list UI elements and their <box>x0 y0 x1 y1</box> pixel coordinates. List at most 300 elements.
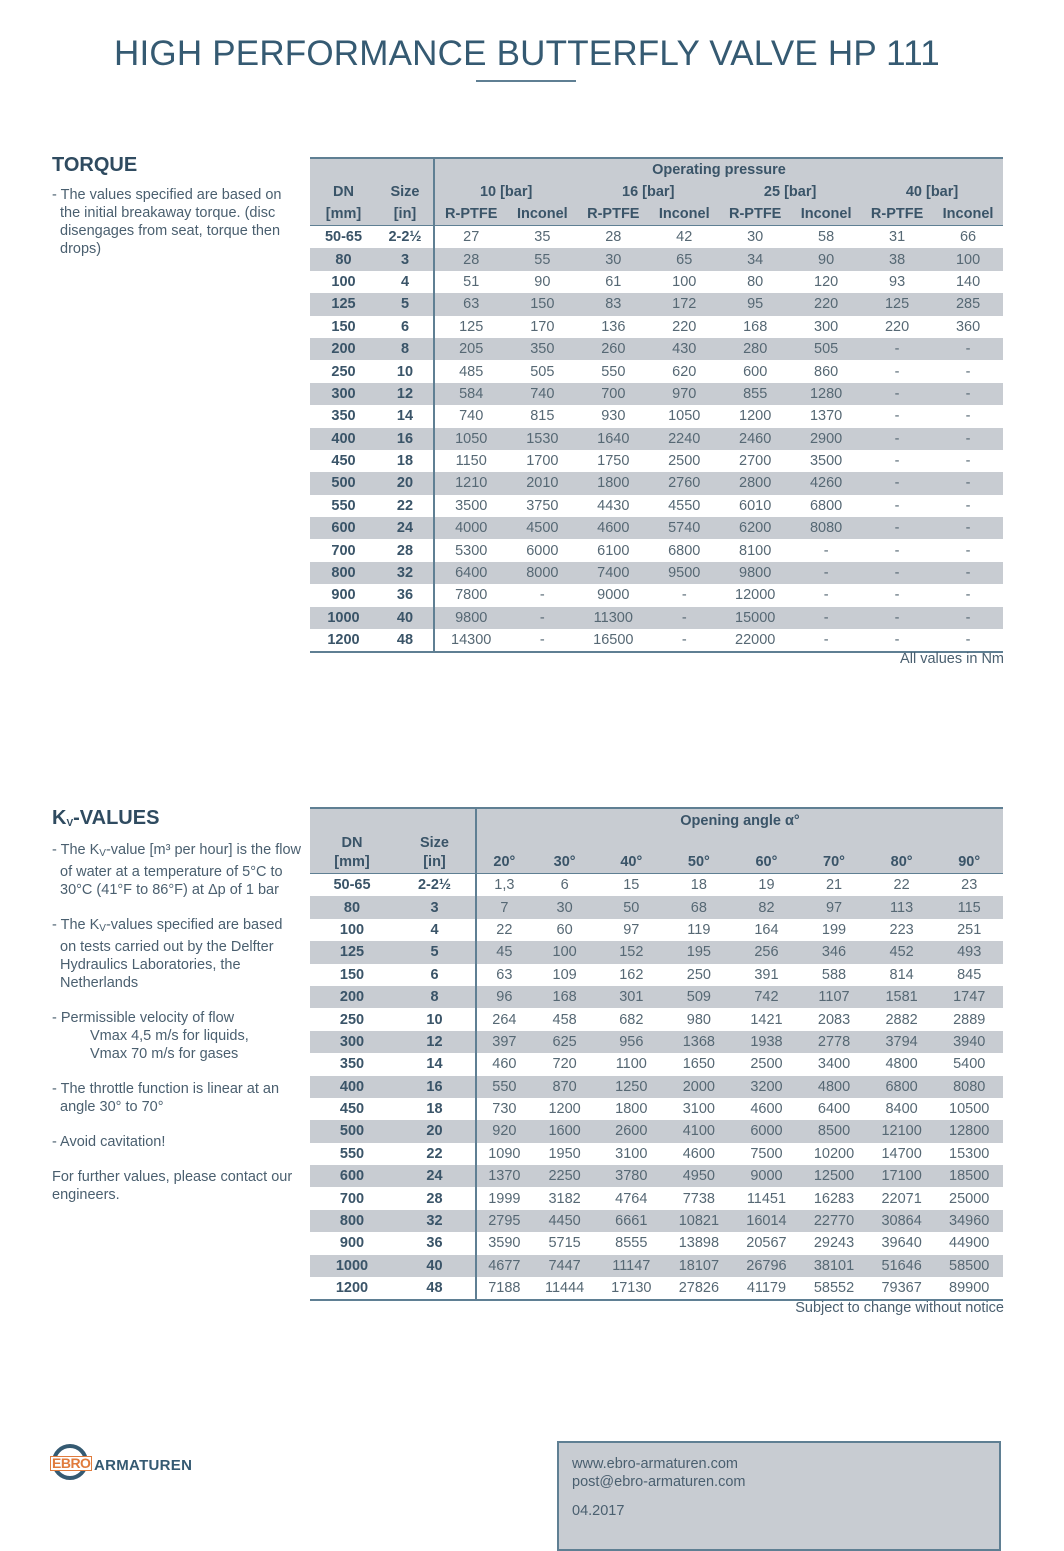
value-cell: 1200 <box>548 1101 581 1118</box>
value-cell: 30 <box>577 248 649 270</box>
value-cell: - <box>861 517 933 539</box>
value-cell: 550 <box>476 1076 532 1098</box>
value-cell: 860 <box>814 363 839 380</box>
value-cell: 2083 <box>817 1011 851 1028</box>
dn-cell: 400 <box>310 1076 394 1098</box>
size-cell: 10 <box>426 1011 443 1028</box>
kv-note-cavitation: - Avoid cavitation! <box>52 1134 166 1150</box>
kv-table-row <box>310 941 1003 963</box>
torque-material-header: R-PTFE <box>719 203 791 226</box>
value-cell: 18500 <box>935 1165 1003 1187</box>
value-cell: 60 <box>556 921 573 938</box>
torque-table <box>310 157 1003 653</box>
value-cell: 21 <box>825 877 843 894</box>
value-cell: 1280 <box>791 383 861 405</box>
value-cell: 5740 <box>649 517 719 539</box>
dn-cell: 80 <box>310 248 377 270</box>
value-cell: 11147 <box>598 1255 666 1277</box>
value-cell: 2500 <box>668 453 701 470</box>
value-cell: 870 <box>532 1076 598 1098</box>
ebro-armaturen-logo <box>50 1444 250 1486</box>
value-cell: 14700 <box>881 1145 922 1162</box>
dn-cell: 125 <box>310 293 377 315</box>
kv-table <box>310 807 1003 1301</box>
size-cell: 36 <box>396 587 414 604</box>
value-cell: 51 <box>434 271 507 293</box>
value-cell: 89900 <box>935 1277 1003 1300</box>
size-cell: 5 <box>394 941 476 963</box>
kv-angle-header: 90° <box>935 851 1003 874</box>
value-cell: 16014 <box>733 1210 801 1232</box>
value-cell: 10500 <box>949 1101 990 1118</box>
value-cell: 2800 <box>719 472 791 494</box>
dn-cell: 400 <box>310 428 377 450</box>
value-cell: 93 <box>889 273 906 290</box>
value-cell: 90 <box>791 248 861 270</box>
torque-heading: TORQUE <box>52 154 138 176</box>
value-cell: 18 <box>690 877 707 894</box>
dn-cell: 200 <box>310 338 377 360</box>
dn-cell: 600 <box>310 1165 394 1187</box>
kv-angle-header: 80° <box>868 851 936 874</box>
torque-col-dn: DN <box>310 181 377 203</box>
value-cell: 4550 <box>668 497 701 514</box>
value-cell: 220 <box>791 293 861 315</box>
dn-cell: 1000 <box>310 1255 394 1277</box>
value-cell: 31 <box>889 229 906 246</box>
size-cell: 18 <box>396 453 414 470</box>
torque-material-header: Inconel <box>791 203 861 226</box>
value-cell: 814 <box>889 966 914 983</box>
torque-table-row <box>310 584 1003 606</box>
value-cell: - <box>933 338 1003 360</box>
value-cell: 28 <box>434 248 507 270</box>
kv-table-row <box>310 1143 1003 1165</box>
value-cell: 42 <box>676 229 693 246</box>
issue-date: 04.2017 <box>572 1503 625 1519</box>
value-cell: 2900 <box>791 428 861 450</box>
torque-material-header: Inconel <box>649 203 719 226</box>
value-cell: - <box>965 453 971 470</box>
value-cell: 100 <box>532 941 598 963</box>
value-cell: 815 <box>530 408 555 425</box>
value-cell: 4500 <box>507 517 577 539</box>
size-cell: 14 <box>426 1056 443 1073</box>
size-cell: 4 <box>430 921 439 938</box>
size-cell: 16 <box>377 428 434 450</box>
value-cell: 8080 <box>791 517 861 539</box>
dn-cell: 800 <box>310 562 377 584</box>
value-cell: - <box>933 428 1003 450</box>
size-cell: 32 <box>377 562 434 584</box>
value-cell: 285 <box>933 293 1003 315</box>
value-cell: 38101 <box>800 1255 868 1277</box>
value-cell: 6100 <box>597 542 630 559</box>
value-cell: 12500 <box>800 1165 868 1187</box>
value-cell: 119 <box>687 921 711 938</box>
size-cell: 28 <box>426 1190 443 1207</box>
value-cell: 740 <box>434 405 507 427</box>
value-cell: 63 <box>434 293 507 315</box>
torque-table-row <box>310 629 1003 652</box>
value-cell: 14300 <box>434 629 507 652</box>
torque-table-row <box>310 405 1003 427</box>
value-cell: - <box>894 453 900 470</box>
value-cell: 4600 <box>577 517 649 539</box>
value-cell: 83 <box>577 293 649 315</box>
kv-table-row <box>310 964 1003 986</box>
value-cell: 584 <box>434 383 507 405</box>
value-cell: 8500 <box>800 1120 868 1142</box>
value-cell: 22071 <box>881 1190 922 1207</box>
value-cell: 1107 <box>800 986 868 1008</box>
value-cell: 63 <box>476 964 532 986</box>
value-cell: 625 <box>532 1031 598 1053</box>
value-cell: 113 <box>868 896 936 918</box>
value-cell: 11300 <box>577 607 649 629</box>
value-cell: 845 <box>957 966 982 983</box>
value-cell: 30864 <box>868 1210 936 1232</box>
kv-table-row <box>310 896 1003 918</box>
value-cell: 4600 <box>682 1145 715 1162</box>
value-cell: - <box>791 629 861 652</box>
value-cell: 19 <box>758 877 775 894</box>
kv-angle-header: 70° <box>800 851 868 874</box>
value-cell: - <box>823 587 829 604</box>
value-cell: 6661 <box>598 1210 666 1232</box>
value-cell: 58500 <box>935 1255 1003 1277</box>
value-cell: 109 <box>552 966 577 983</box>
value-cell: - <box>933 517 1003 539</box>
value-cell: 930 <box>601 408 626 425</box>
dn-cell: 150 <box>339 966 365 983</box>
value-cell: 3400 <box>817 1056 851 1073</box>
size-cell: 20 <box>377 472 434 494</box>
value-cell: 4800 <box>800 1076 868 1098</box>
dn-cell: 550 <box>339 1145 365 1162</box>
value-cell: - <box>933 383 1003 405</box>
value-cell: 170 <box>530 318 555 335</box>
logo-armaturen-text: ARMATUREN <box>94 1457 193 1474</box>
website-link[interactable]: www.ebro-armaturen.com <box>572 1456 738 1472</box>
size-cell: 20 <box>394 1120 476 1142</box>
value-cell: 4100 <box>665 1120 733 1142</box>
kv-col-size: Size <box>394 808 476 851</box>
dn-cell: 350 <box>331 408 356 425</box>
value-cell: 7447 <box>532 1255 598 1277</box>
value-cell: 8555 <box>615 1235 648 1252</box>
value-cell: 23 <box>961 877 978 894</box>
value-cell: 3500 <box>434 495 507 517</box>
value-cell: 9000 <box>597 587 630 604</box>
value-cell: 730 <box>476 1098 532 1120</box>
value-cell: 6800 <box>809 497 843 514</box>
torque-notes <box>52 186 302 275</box>
value-cell: 1250 <box>598 1076 666 1098</box>
value-cell: 1210 <box>434 472 507 494</box>
size-cell: 18 <box>426 1101 443 1118</box>
value-cell: 61 <box>605 273 622 290</box>
size-cell: 12 <box>377 383 434 405</box>
value-cell: 2010 <box>507 472 577 494</box>
value-cell: 1050 <box>668 408 701 425</box>
value-cell: - <box>894 363 900 380</box>
dn-cell: 125 <box>310 941 394 963</box>
value-cell: 220 <box>672 318 697 335</box>
value-cell: 6400 <box>817 1101 851 1118</box>
email-link[interactable]: post@ebro-armaturen.com <box>572 1474 746 1490</box>
value-cell: 1090 <box>476 1143 532 1165</box>
value-cell: 9500 <box>649 562 719 584</box>
dn-cell: 900 <box>339 1235 365 1252</box>
size-cell: 48 <box>394 1277 476 1300</box>
value-cell: 1650 <box>682 1056 715 1073</box>
value-cell: 250 <box>686 966 711 983</box>
value-cell: 505 <box>530 363 555 380</box>
value-cell: - <box>933 562 1003 584</box>
value-cell: - <box>894 408 900 425</box>
value-cell: 7800 <box>434 584 507 606</box>
kv-note-tests <box>52 916 302 992</box>
value-cell: 82 <box>733 896 801 918</box>
torque-header-spacer <box>310 158 377 181</box>
value-cell: 12800 <box>935 1120 1003 1142</box>
value-cell: 256 <box>733 941 801 963</box>
dn-cell: 50-65 <box>333 877 371 894</box>
value-cell: 300 <box>814 318 839 335</box>
value-cell: 588 <box>821 966 847 983</box>
torque-footnote: All values in Nm <box>900 651 1004 667</box>
value-cell: 6 <box>560 877 569 894</box>
value-cell: 6000 <box>526 542 559 559</box>
value-cell: 2760 <box>649 472 719 494</box>
value-cell: 26796 <box>733 1255 801 1277</box>
kv-angle-header: 20° <box>476 851 532 874</box>
value-cell: 1800 <box>615 1101 648 1118</box>
value-cell: 2700 <box>739 453 772 470</box>
value-cell: 5715 <box>548 1235 581 1252</box>
value-cell: 97 <box>623 921 640 938</box>
dn-cell: 1200 <box>310 629 377 652</box>
kv-col-dn-unit: [mm] <box>310 851 394 874</box>
kv-table-row <box>310 1232 1003 1254</box>
torque-table-row <box>310 607 1003 629</box>
dn-cell: 1200 <box>310 1277 394 1300</box>
torque-table-row <box>310 428 1003 450</box>
torque-table-row <box>310 271 1003 293</box>
torque-group-header: Operating pressure <box>434 158 1003 181</box>
torque-table-row <box>310 539 1003 561</box>
value-cell: 700 <box>577 383 649 405</box>
value-cell: 13898 <box>678 1235 720 1252</box>
value-cell: 205 <box>434 338 507 360</box>
logo-ebro-text: EBRO <box>52 1455 91 1471</box>
value-cell: 30 <box>747 229 764 246</box>
value-cell: 8000 <box>507 562 577 584</box>
kv-table-row <box>310 1031 1003 1053</box>
dn-cell: 300 <box>310 1031 394 1053</box>
value-cell: 4800 <box>885 1056 918 1073</box>
torque-table-row <box>310 383 1003 405</box>
dn-cell: 1000 <box>310 607 377 629</box>
value-cell: - <box>861 472 933 494</box>
size-cell: 6 <box>430 966 439 983</box>
value-cell: 58 <box>818 229 835 246</box>
value-cell: 15000 <box>719 607 791 629</box>
kv-note-sub: V <box>99 923 106 934</box>
value-cell: 452 <box>868 941 936 963</box>
size-cell: 32 <box>394 1210 476 1232</box>
value-cell: 460 <box>476 1053 532 1075</box>
torque-table-row <box>310 226 1003 249</box>
value-cell: - <box>861 428 933 450</box>
value-cell: 360 <box>955 318 981 335</box>
value-cell: 80 <box>747 273 764 290</box>
dn-cell: 700 <box>331 542 356 559</box>
kv-note-text: - The K <box>52 842 100 858</box>
value-cell: 66 <box>959 229 977 246</box>
value-cell: - <box>965 408 971 425</box>
kv-table-row <box>310 919 1003 941</box>
value-cell: 68 <box>665 896 733 918</box>
value-cell: 15300 <box>949 1145 990 1162</box>
value-cell: 51646 <box>868 1255 936 1277</box>
value-cell: 6800 <box>668 542 701 559</box>
torque-table-row <box>310 495 1003 517</box>
value-cell: 8100 <box>739 542 772 559</box>
value-cell: 195 <box>665 941 733 963</box>
size-cell: 3 <box>394 896 476 918</box>
value-cell: 855 <box>719 383 791 405</box>
value-cell: 8080 <box>935 1076 1003 1098</box>
value-cell: 125 <box>434 316 507 338</box>
value-cell: 1100 <box>615 1056 647 1073</box>
value-cell: 2795 <box>476 1210 532 1232</box>
torque-material-header: R-PTFE <box>434 203 507 226</box>
dn-cell: 150 <box>331 318 356 335</box>
value-cell: 1530 <box>507 428 577 450</box>
value-cell: - <box>894 497 900 514</box>
torque-table-row <box>310 472 1003 494</box>
value-cell: 682 <box>619 1011 644 1028</box>
torque-material-header: R-PTFE <box>577 203 649 226</box>
kv-footnote: Subject to change without notice <box>795 1300 1004 1316</box>
value-cell: - <box>507 629 577 652</box>
value-cell: - <box>539 587 545 604</box>
value-cell: - <box>894 542 900 559</box>
dn-cell: 600 <box>310 517 377 539</box>
value-cell: 136 <box>601 318 626 335</box>
size-cell: 12 <box>394 1031 476 1053</box>
value-cell: 3940 <box>935 1031 1003 1053</box>
value-cell: 120 <box>814 273 839 290</box>
dn-cell: 100 <box>331 273 356 290</box>
kv-note-throttle: - The throttle function is linear at an angle 30° to 70° <box>52 1081 280 1115</box>
value-cell: 720 <box>552 1056 577 1073</box>
kv-table-row <box>310 1120 1003 1142</box>
value-cell: 12100 <box>868 1120 936 1142</box>
value-cell: 980 <box>686 1011 711 1028</box>
value-cell: 164 <box>754 921 779 938</box>
value-cell: 1050 <box>434 428 507 450</box>
value-cell: 125 <box>861 293 933 315</box>
value-cell: 1421 <box>750 1011 783 1028</box>
kv-table-row <box>310 1165 1003 1187</box>
value-cell: 970 <box>649 383 719 405</box>
size-cell: 48 <box>377 629 434 652</box>
value-cell: 10821 <box>665 1210 733 1232</box>
value-cell: 38 <box>861 248 933 270</box>
value-cell: 458 <box>552 1011 577 1028</box>
kv-angle-header: 60° <box>733 851 801 874</box>
value-cell: 22000 <box>719 629 791 652</box>
value-cell: - <box>649 607 719 629</box>
value-cell: 34 <box>719 248 791 270</box>
size-cell: 28 <box>396 542 414 559</box>
value-cell: - <box>861 562 933 584</box>
kv-table-row <box>310 1187 1003 1209</box>
value-cell: 920 <box>476 1120 532 1142</box>
size-cell: 4 <box>400 273 410 290</box>
value-cell: 65 <box>649 248 719 270</box>
value-cell: - <box>965 363 971 380</box>
torque-table-row <box>310 450 1003 472</box>
value-cell: 34960 <box>935 1210 1003 1232</box>
page-title: HIGH PERFORMANCE BUTTERFLY VALVE HP 111 <box>114 34 940 73</box>
torque-table-row <box>310 338 1003 360</box>
value-cell: 58552 <box>800 1277 868 1300</box>
value-cell: 22 <box>893 877 910 894</box>
value-cell: 95 <box>719 293 791 315</box>
dn-cell: 450 <box>339 1101 365 1118</box>
torque-pressure-10: 10 [bar] <box>434 181 577 203</box>
kv-table-row <box>310 1277 1003 1300</box>
value-cell: 140 <box>955 273 981 290</box>
dn-cell: 500 <box>310 1120 394 1142</box>
kv-note-text: -value [m³ per hour] is the flow of water at a temperature of 5°C to 30°C (41°F to 86°F) at Δp of 1 bar <box>60 842 301 898</box>
size-cell: 22 <box>396 497 414 514</box>
value-cell: 27826 <box>665 1277 733 1300</box>
value-cell: 4677 <box>476 1255 532 1277</box>
dn-cell: 450 <box>331 453 356 470</box>
value-cell: 1150 <box>434 450 507 472</box>
kv-heading-sub: V <box>66 818 74 829</box>
value-cell: 9800 <box>719 562 791 584</box>
kv-angle-header: 40° <box>598 851 666 874</box>
value-cell: 28 <box>605 229 622 246</box>
value-cell: - <box>861 338 933 360</box>
size-cell: 2-2½ <box>417 877 452 894</box>
value-cell: 9000 <box>733 1165 801 1187</box>
value-cell: - <box>791 562 861 584</box>
kv-note-text: Vmax 4,5 m/s for liquids, <box>90 1028 249 1044</box>
value-cell: 620 <box>672 363 697 380</box>
value-cell: 2882 <box>885 1011 918 1028</box>
dn-cell: 300 <box>310 383 377 405</box>
value-cell: 39640 <box>881 1235 922 1252</box>
value-cell: 7188 <box>476 1277 532 1300</box>
value-cell: 6000 <box>733 1120 801 1142</box>
value-cell: - <box>861 607 933 629</box>
size-cell: 6 <box>400 318 410 335</box>
value-cell: 8400 <box>885 1101 918 1118</box>
size-cell: 24 <box>377 517 434 539</box>
value-cell: 17100 <box>868 1165 936 1187</box>
torque-table-row <box>310 517 1003 539</box>
value-cell: - <box>933 629 1003 652</box>
value-cell: 391 <box>754 966 779 983</box>
kv-angle-header: 30° <box>532 851 598 874</box>
